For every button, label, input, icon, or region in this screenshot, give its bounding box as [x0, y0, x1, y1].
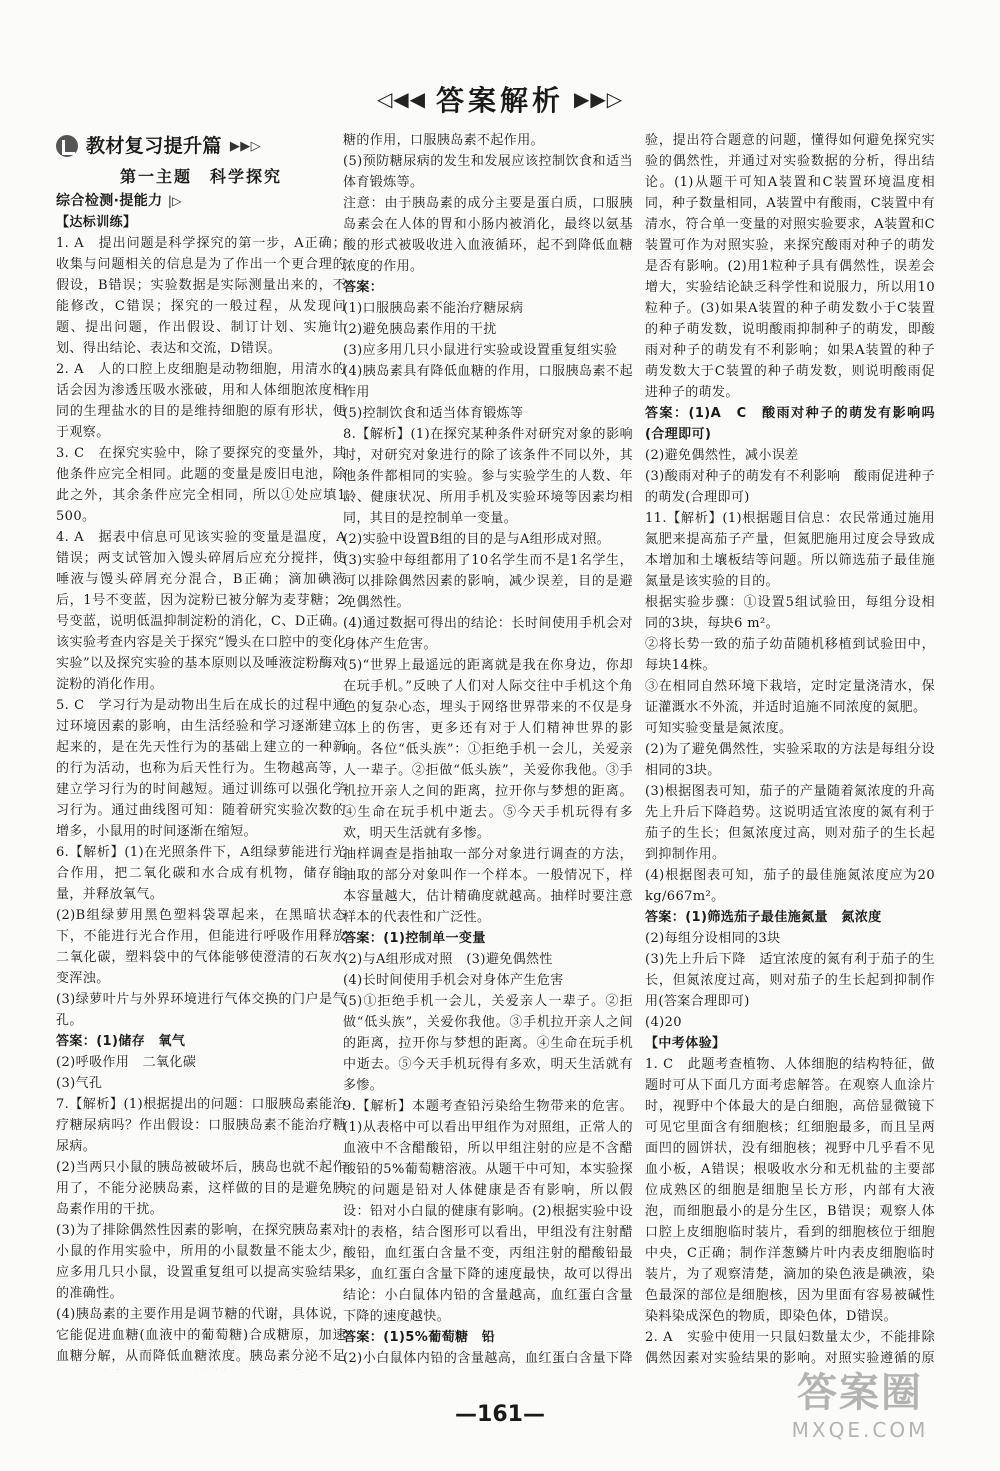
- answer-line: (2)呼吸作用 二氧化碳: [56, 1055, 197, 1070]
- answer-line: (2)小白鼠体内铅的含量越高，血红蛋白含量下降: [343, 1351, 633, 1366]
- answer-item: (3)绿萝叶片与外界环境进行气体交换的门户是气孔。: [56, 992, 346, 1028]
- answer-item: 9.【解析】本题考查铅污染给生物带来的危害。(1)从表格中可以看出甲组作为对照组，正常人的血液中不含醋酸铅，所以甲组注射的应是不含醋酸铅的5%葡萄糖溶液。从题干中可知，本实验探究的问题是铅对人体健康是否有影响，所以假设：铅对小白鼠的健康有影响。(2)根据实验中设计的表格，结合图形可以看出，甲组没有注射醋酸铅，血红蛋白含量不变，丙组注射的醋酸铅最多，血红蛋白含量下降的速度最快，故可以得出结论：小白鼠体内铅的含量越高，血红蛋白含量下降的速度越快。: [343, 1099, 633, 1324]
- answer-line: (2)与A组形成对照 (3)避免偶然性: [343, 952, 553, 967]
- answer-item: 1. C 此题考查植物、人体细胞的结构特征，做题时可从下面几方面考虑解答。在观察人血涂片时，视野中个体最大的是白细胞，高倍显微镜下可见它里面含有细胞核；红细胞最多，而且呈两面凹的圆饼状，没有细胞核；视野中几乎看不见血小板，A错误；根吸收水分和无机盐的主要部位成熟区的细胞是细胞呈长方形，内部有大液泡，而细胞最小的是分生区，B错误；观察人体口腔上皮细胞临时装片，看到的细胞核位于细胞中央，C正确；制作洋葱鳞片叶内表皮细胞临时装片，为了观察清楚，滴加的染色液是碘液，染色最深的部位是细胞核，因为里面有容易被碱性染料染成深色的物质，即染色体，D错误。: [645, 1057, 935, 1324]
- column-middle: [343, 130, 633, 1370]
- answer-item: (4)通过数据可得出的结论：长时间使用手机会对身体产生危害。: [343, 616, 633, 652]
- answer-line: (5)控制饮食和适当体育锻炼等: [343, 406, 524, 421]
- answer-line: (1)口服胰岛素不能治疗糖尿病: [343, 301, 524, 316]
- answer-item: 验，提出符合题意的问题，懂得如何避免探究实验的偶然性，并通过对实验数据的分析，得出结论。(1)从题干可知A装置和C装置环境温度相同，种子数量相同，A装置中有酸雨，C装置中有清水，符合单一变量的对照实验要求，A装置和C装置可作为对照实验，来探究酸雨对种子的萌发是否有影响。(2)用1粒种子具有偶然性，误差会增大，实验结论缺乏科学性和说服力，所以用10粒种子。(3)如果A装置的种子萌发数小于C装置的种子萌发数，说明酸雨抑制种子的萌发，即酸雨对种子的萌发有不利影响；如果A装置的种子萌发数大于C装置的种子萌发数，则说明酸雨促进种子的萌发。: [645, 133, 935, 400]
- answer-line: (3)先上升后下降 适宜浓度的氮有利于茄子的生长，但氮浓度过高，则对茄子的生长起到抑制作用(答案合理即可): [645, 952, 935, 1009]
- answer-item: (2)当两只小鼠的胰岛被破坏后，胰岛也就不起作用了，不能分泌胰岛素，这样做的目的是避免胰岛素作用的干扰。: [56, 1160, 346, 1217]
- subhead-text: 综合检测·提能力: [56, 193, 163, 209]
- column-right: [645, 130, 935, 1370]
- answer-item: (4)胰岛素的主要作用是调节糖的代谢，具体说，它能促进血糖(血液中的葡萄糖)合成糖原，加速血糖分解，从而降低血糖浓度。胰岛素分泌不足: [56, 1307, 346, 1364]
- watermark-logo: [760, 1361, 960, 1441]
- answer-line: 答案：(1)A C 酸雨对种子的萌发有影响吗(合理即可): [645, 406, 935, 442]
- answer-item: 4. A 据表中信息可见该实验的变量是温度，A错误；两支试管加入馒头碎屑后应充分搅拌，使唾液与馒头碎屑充分混合，B正确；滴加碘液后，1号不变蓝，因为淀粉已被分解为麦芽糖；2号变蓝，说明低温抑制淀粉的消化，C、D正确。该实验考查内容是关于探究“馒头在口腔中的变化实验”以及探究实验的基本原则以及唾液淀粉酶对淀粉的消化作用。: [56, 530, 346, 692]
- answer-item: ③在相同自然环境下栽培，定时定量浇清水，保证灌溉水不外流，并适时追施不同浓度的氮肥。: [645, 679, 935, 715]
- answer-item: 2. A 实验中使用一只鼠妇数量太少，不能排除偶然因素对实验结果的影响。对照实验遵循的原: [645, 1330, 935, 1366]
- answer-line: (4)胰岛素具有降低血糖的作用，口服胰岛素不起作用: [343, 364, 633, 400]
- answer-item: 2. A 人的口腔上皮细胞是动物细胞，用清水的话会因为渗透压吸水涨破，用和人体细胞浓度相同的生理盐水的目的是维持细胞的原有形状，便于观察。: [56, 362, 346, 440]
- answer-line: (2)避免偶然性，减小误差: [645, 448, 799, 463]
- answer-item: 11.【解析】(1)根据题目信息：农民常通过施用氮肥来提高茄子产量，但氮肥施用过度会导致成本增加和土壤板结等问题。所以筛选茄子最佳施氮量是该实验的目的。: [645, 511, 935, 589]
- book-chart-icon: [56, 135, 78, 157]
- section-banner-title: 教材复习提升篇: [86, 134, 222, 157]
- answer-item: (3)实验中每组都用了10名学生而不是1名学生，可以排除偶然因素的影响，减少误差，目的是避免偶然性。: [343, 553, 633, 610]
- answer-line: (2)避免胰岛素作用的干扰: [343, 322, 497, 337]
- answer-item: 6.【解析】(1)在光照条件下，A组绿萝能进行光合作用，把二氧化碳和水合成有机物，储存能量，并释放氧气。: [56, 845, 346, 902]
- banner-arrows: ▶▶▷: [229, 138, 262, 154]
- answer-item: 抽样调查是指抽取一部分对象进行调查的方法，抽取的部分对象叫作一个样本。一般情况下，样本容量越大，估计精确度就越高。抽样时要注意样本的代表性和广泛性。: [343, 847, 633, 925]
- answer-item: (2)为了避免偶然性，实验采取的方法是每组分设相同的3块。: [645, 742, 935, 778]
- answer-line: (4)长时间使用手机会对身体产生危害: [343, 973, 564, 988]
- answer-item: 1. A 提出问题是科学探究的第一步，A正确；收集与问题相关的信息是为了作出一个更合理的假设，B错误；实验数据是实际测量出来的，不能修改，C错误；探究的一般过程，从发现问题、提出问题，作出假设、制订计划、实施计划、得出结论、表达和交流，D错误。: [56, 236, 346, 356]
- answer-line: (3)气孔: [56, 1076, 103, 1091]
- answer-line: 答案：(1)储存 氧气: [56, 1034, 186, 1049]
- answer-item: 根据实验步骤：①设置5组试验田，每组分设相同的3块，每块6 m²。: [645, 595, 935, 631]
- subhead: [56, 191, 346, 212]
- answer-line: (2)每组分设相同的3块: [645, 931, 781, 946]
- answer-line: 答案：(1)控制单一变量: [343, 931, 486, 946]
- page-number: —161—: [455, 1402, 545, 1427]
- answer-line: 答案：(1)5%葡萄糖 铅: [343, 1330, 496, 1345]
- answer-item: 糖的作用，口服胰岛素不起作用。: [343, 133, 545, 148]
- answer-item: 可知实验变量是氮浓度。: [645, 721, 793, 736]
- header-right-arrows: ▶▶▷: [574, 87, 624, 111]
- answer-item: 3. C 在探究实验中，除了要探究的变量外，其他条件应完全相同。此题的变量是废旧电池，除此之外，其余条件应完全相同，所以①处应填1 500。: [56, 446, 346, 524]
- answer-item: ②将长势一致的茄子幼苗随机移植到试验田中，每块14株。: [645, 637, 935, 673]
- answer-item: (3)根据图表可知，茄子的产量随着氮浓度的升高先上升后下降趋势。这说明适宜浓度的氮有利于茄子的生长；但氮浓度过高，则对茄子的生长起到抑制作用。: [645, 784, 935, 862]
- answer-item: (2)实验中设置B组的目的是与A组形成对照。: [343, 532, 611, 547]
- theme-title: 第一主题 科学探究: [119, 167, 282, 186]
- answer-item: 7.【解析】(1)根据提出的问题：口服胰岛素能治疗糖尿病吗？作出假设：口服胰岛素不能治疗糖尿病。: [56, 1097, 346, 1154]
- answer-item: 5. C 学习行为是动物出生后在成长的过程中通过环境因素的影响，由生活经验和学习逐渐建立起来的，是在先天性行为的基础上建立的一种新的行为活动，也称为后天性行为。生物越高等，建立学习行为的时间越短。通过训练可以强化学习行为。通过曲线图可知：随着研究实验次数的增多，小鼠用的时间逐渐在缩短。: [56, 698, 346, 839]
- answer-item: (5)“世界上最遥远的距离就是我在你身边，你却在玩手机。”反映了人们对人际交往中手机这个角色的复杂心态，埋头于网络世界带来的不仅是身体上的伤害，更多还有对于人们精神世界的影响。各位“低头族”：①拒绝手机一会儿，关爱亲人一辈子。②拒做“低头族”，关爱你我他。③手机拉开亲人之间的距离，拉开你与梦想的距离。④生命在玩手机中逝去。⑤今天手机玩得有多欢，明天生活就有多惨。: [343, 658, 633, 841]
- subhead-mark: |▷: [167, 194, 182, 208]
- answer-item: (5)预防糖尿病的发生和发展应该控制饮食和适当体育锻炼等。: [343, 154, 633, 190]
- answer-item: (2)B组绿萝用黑色塑料袋罩起来，在黑暗状态下，不能进行光合作用，但能进行呼吸作用释放二氧化碳，塑料袋中的气体能够使澄清的石灰水变浑浊。: [56, 908, 346, 986]
- answer-line: (3)应多用几只小鼠进行实验或设置重复组实验: [343, 343, 618, 358]
- answer-item: 注意：由于胰岛素的成分主要是蛋白质，口服胰岛素会在人体的胃和小肠内被消化，最终以氨基酸的形式被吸收进入血液循环，起不到降低血糖浓度的作用。: [343, 196, 633, 274]
- answer-line: 答案：(1)筛选茄子最佳施氮量 氮浓度: [645, 910, 882, 925]
- watermark-sub: MXQE.COM: [791, 1418, 929, 1442]
- watermark-main: 答案圈: [797, 1370, 923, 1416]
- answer-item: (3)为了排除偶然性因素的影响，在探究胰岛素对小鼠的作用实验中，所用的小鼠数量不能太少，应多用几只小鼠，设置重复组可以提高实验结果的准确性。: [56, 1223, 346, 1301]
- page-header: [0, 82, 1000, 116]
- answer-line: (5)①拒绝手机一会儿，关爱亲人一辈子。②拒做“低头族”，关爱你我他。③手机拉开亲人之间的距离，拉开你与梦想的距离。④生命在玩手机中逝去。⑤今天手机玩得有多欢，明天生活就有多惨。: [343, 994, 633, 1093]
- header-left-arrows: ◁◀◀: [376, 87, 426, 111]
- answer-line: (3)酸雨对种子的萌发有不利影响 酸雨促进种子的萌发(合理即可): [645, 469, 935, 505]
- column-left: [56, 130, 346, 1370]
- bracket-label: 【达标训练】: [56, 215, 137, 230]
- bracket-label: 【中考体验】: [645, 1036, 726, 1051]
- answer-label: 答案：: [343, 280, 384, 295]
- section-banner: [56, 130, 346, 162]
- answer-line: (4)20: [645, 1015, 682, 1030]
- answer-item: (4)根据图表可知，茄子的最佳施氮浓度应为20 kg/667m²。: [645, 868, 935, 904]
- header-title: 答案解析: [435, 84, 564, 117]
- answer-item: 8.【解析】(1)在探究某种条件对研究对象的影响时，对研究对象进行的除了该条件不同以外，其他条件都相同的实验。参与实验学生的人数、年龄、健康状况、所用手机及实验环境等因素均相同，其目的是控制单一变量。: [343, 427, 633, 526]
